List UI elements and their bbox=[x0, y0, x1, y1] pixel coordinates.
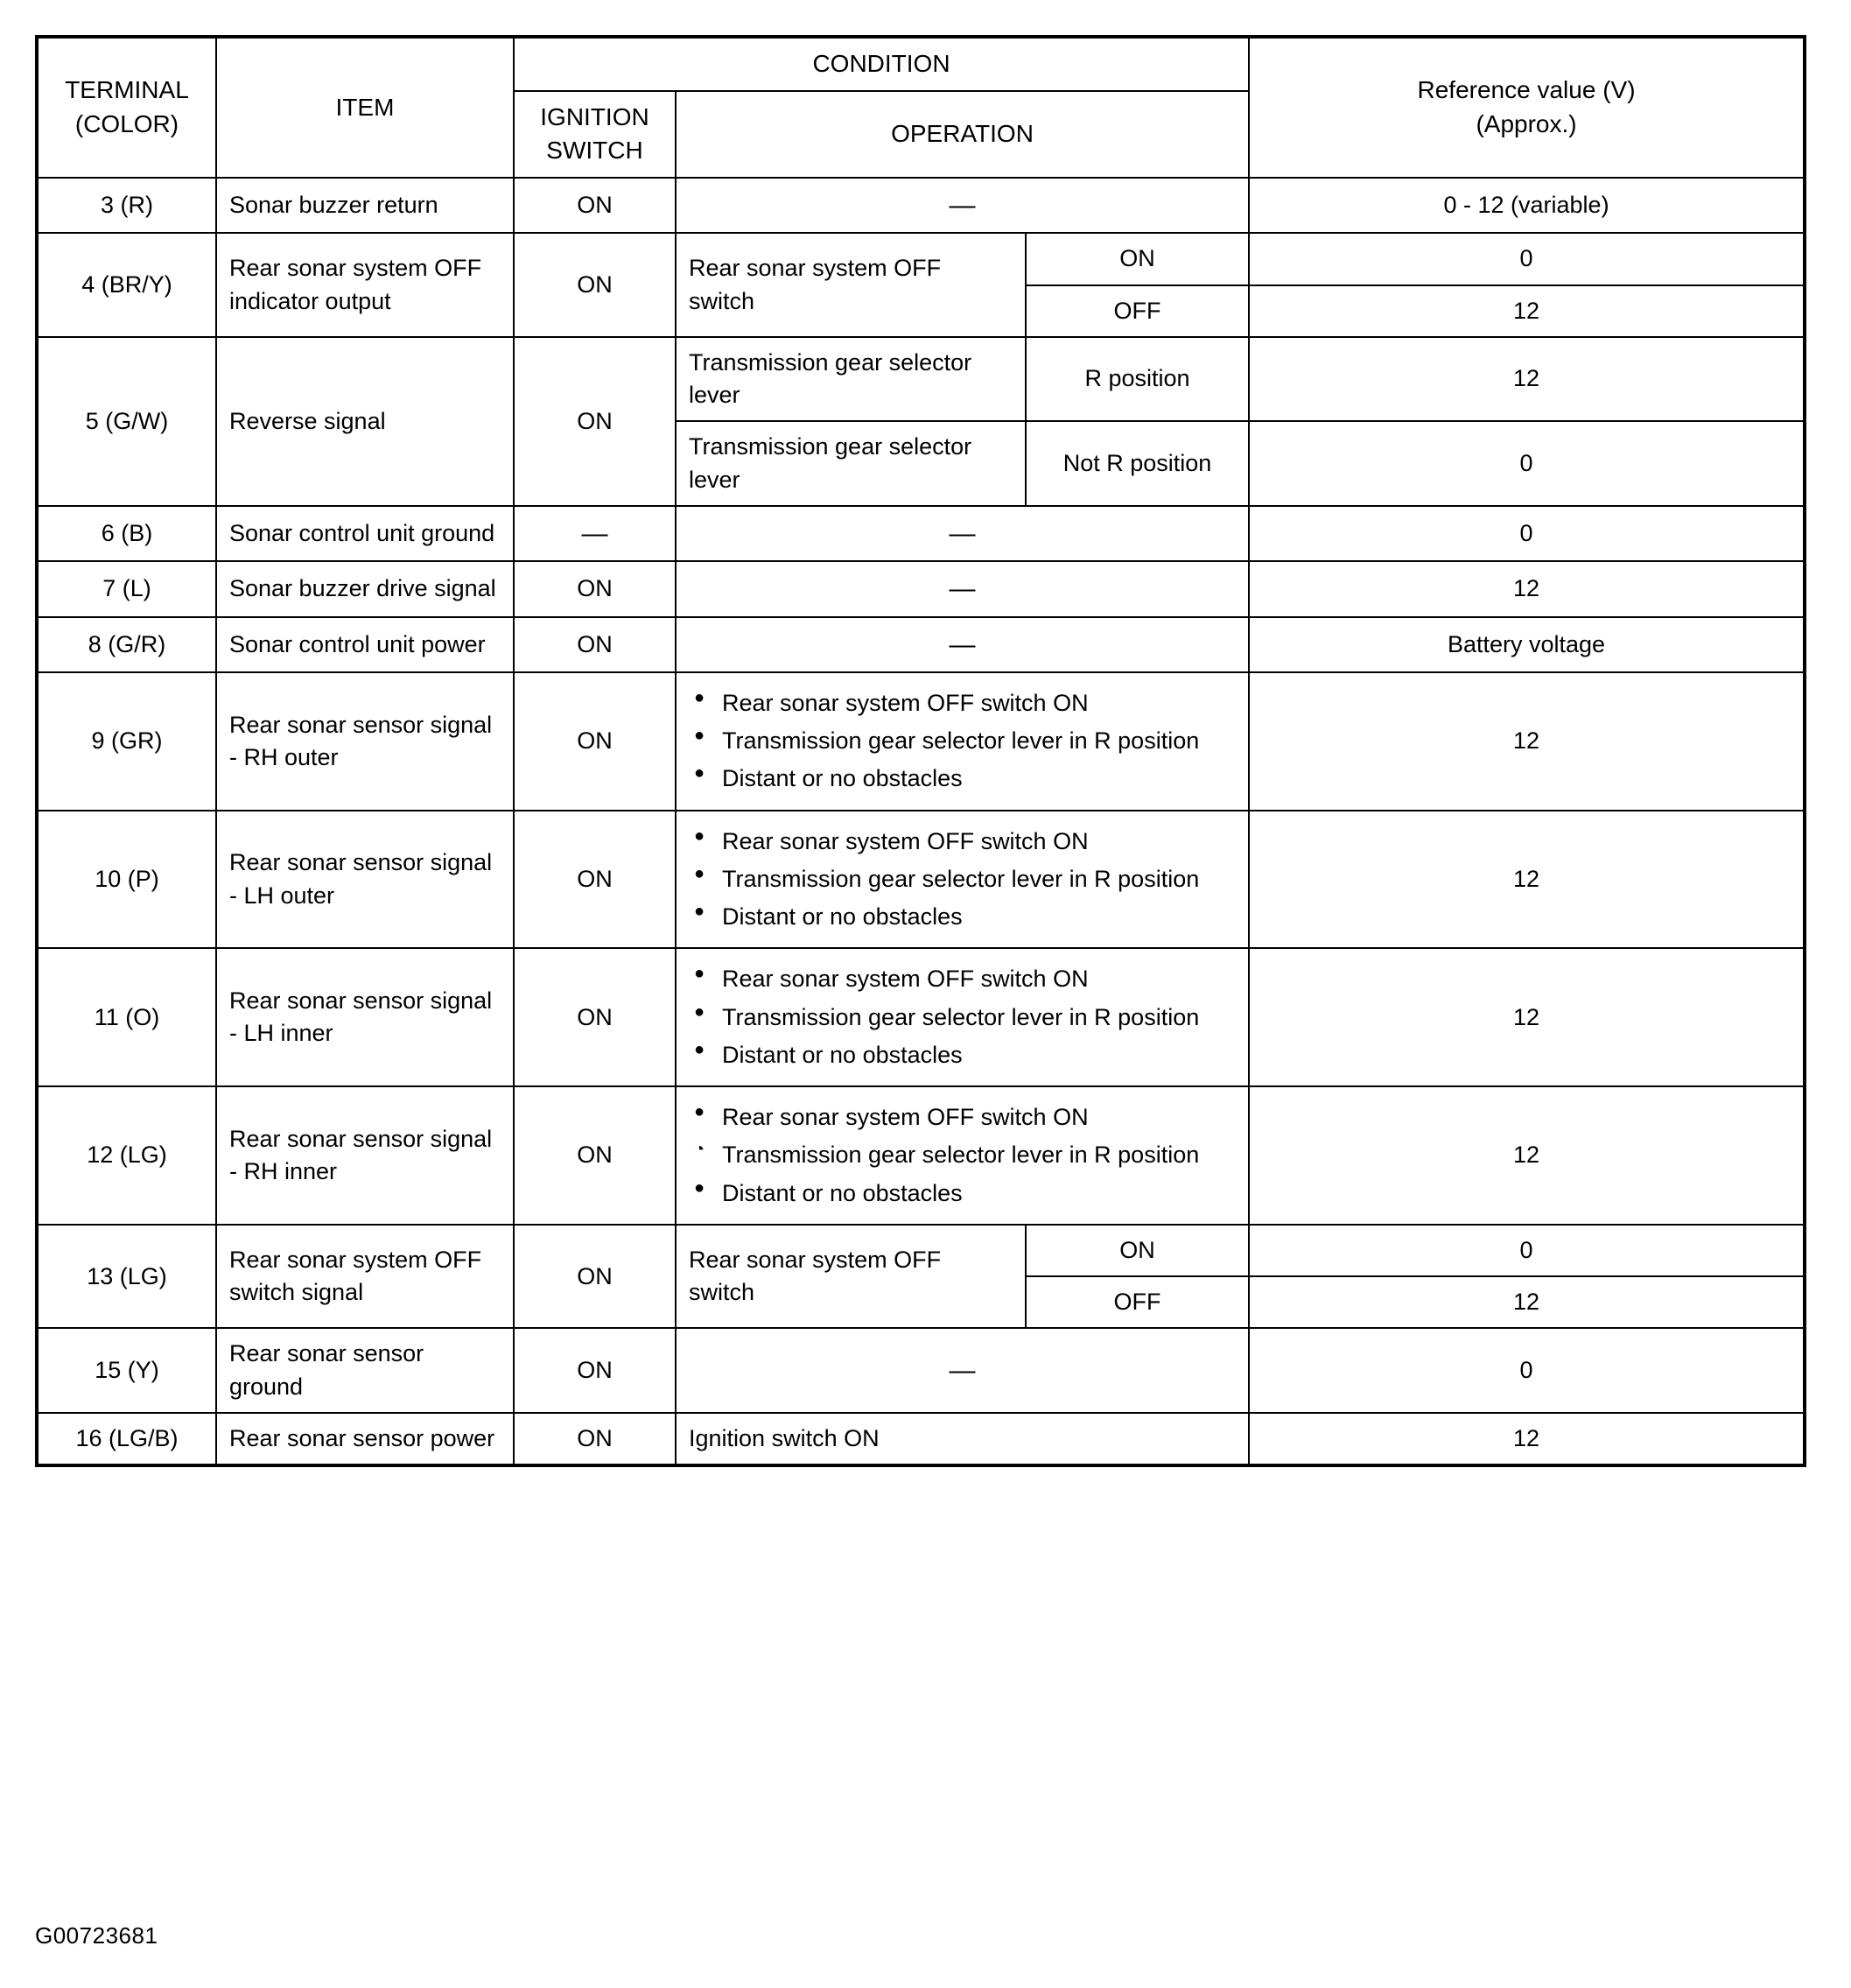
cell-item: Sonar buzzer drive signal bbox=[216, 561, 514, 616]
condition-bullet-list bbox=[689, 687, 1236, 796]
table-row bbox=[37, 1086, 1805, 1225]
cell-ignition: ON bbox=[514, 178, 676, 233]
table-row bbox=[37, 178, 1805, 233]
cell-operation bbox=[676, 1086, 1249, 1225]
table-row bbox=[37, 811, 1805, 949]
cell-terminal: 15 (Y) bbox=[37, 1328, 216, 1413]
condition-bullet-list bbox=[689, 825, 1236, 934]
cell-ignition: ON bbox=[514, 811, 676, 949]
cell-operation: Rear sonar system OFF switch bbox=[676, 1225, 1026, 1329]
figure-code: G00723681 bbox=[35, 1922, 158, 1949]
cell-operation: — bbox=[676, 178, 1249, 233]
condition-bullet: ● Rear sonar system OFF switch ON bbox=[692, 825, 1236, 858]
table-row bbox=[37, 506, 1805, 561]
table-row bbox=[37, 948, 1805, 1086]
cell-ignition: ON bbox=[514, 1225, 676, 1329]
cell-ignition: ON bbox=[514, 617, 676, 672]
cell-reference: Battery voltage bbox=[1249, 617, 1805, 672]
table-row bbox=[37, 1413, 1805, 1465]
condition-bullet: ● Transmission gear selector lever in R position bbox=[692, 1001, 1236, 1034]
table-row bbox=[37, 233, 1805, 285]
cell-terminal: 4 (BR/Y) bbox=[37, 233, 216, 337]
cell-operation: Ignition switch ON bbox=[676, 1413, 1249, 1465]
cell-operation: Transmission gear selector lever bbox=[676, 337, 1026, 422]
cell-terminal: 13 (LG) bbox=[37, 1225, 216, 1329]
table-row bbox=[37, 337, 1805, 422]
condition-bullet: ● Transmission gear selector lever in R position bbox=[692, 725, 1236, 757]
cell-item: Rear sonar sensor signal - RH outer bbox=[216, 672, 514, 811]
cell-operation bbox=[676, 811, 1249, 949]
cell-terminal: 6 (B) bbox=[37, 506, 216, 561]
header-terminal-line2: (COLOR) bbox=[74, 109, 179, 137]
terminal-reference-table bbox=[35, 35, 1806, 1467]
cell-terminal: 11 (O) bbox=[37, 948, 216, 1086]
table-row bbox=[37, 1328, 1805, 1413]
cell-operation-state: OFF bbox=[1026, 285, 1249, 337]
cell-terminal: 3 (R) bbox=[37, 178, 216, 233]
cell-ignition: ON bbox=[514, 561, 676, 616]
condition-bullet: ● Transmission gear selector lever in R position bbox=[692, 863, 1236, 896]
header-reference-line2: (Approx.) bbox=[1476, 109, 1577, 137]
condition-bullet-list bbox=[689, 1101, 1236, 1210]
cell-terminal: 9 (GR) bbox=[37, 672, 216, 811]
cell-reference: 12 bbox=[1249, 811, 1805, 949]
cell-operation: — bbox=[676, 506, 1249, 561]
table-row bbox=[37, 672, 1805, 811]
cell-reference: 12 bbox=[1249, 1086, 1805, 1225]
table-row bbox=[37, 561, 1805, 616]
header-terminal bbox=[37, 37, 216, 178]
condition-bullet: ● Distant or no obstacles bbox=[692, 901, 1236, 933]
cell-terminal: 10 (P) bbox=[37, 811, 216, 949]
condition-bullet: ● Distant or no obstacles bbox=[692, 1177, 1236, 1210]
cell-operation: — bbox=[676, 1328, 1249, 1413]
cell-ignition: ON bbox=[514, 948, 676, 1086]
condition-bullet: ◔ Transmission gear selector lever in R position bbox=[692, 1139, 1236, 1171]
condition-bullet: ● Rear sonar system OFF switch ON bbox=[692, 687, 1236, 720]
cell-item: Rear sonar system OFF switch signal bbox=[216, 1225, 514, 1329]
condition-bullet-list bbox=[689, 963, 1236, 1071]
cell-reference: 12 bbox=[1249, 561, 1805, 616]
cell-reference: 12 bbox=[1249, 285, 1805, 337]
condition-bullet: ● Distant or no obstacles bbox=[692, 762, 1236, 795]
cell-reference: 0 bbox=[1249, 421, 1805, 506]
cell-reference: 0 bbox=[1249, 506, 1805, 561]
cell-reference: 0 - 12 (variable) bbox=[1249, 178, 1805, 233]
cell-reference: 12 bbox=[1249, 948, 1805, 1086]
cell-reference: 12 bbox=[1249, 1413, 1805, 1465]
cell-item: Reverse signal bbox=[216, 337, 514, 506]
cell-operation bbox=[676, 672, 1249, 811]
header-reference-line1: Reference value (V) bbox=[1417, 76, 1636, 104]
condition-bullet: ● Distant or no obstacles bbox=[692, 1039, 1236, 1071]
cell-operation: Rear sonar system OFF switch bbox=[676, 233, 1026, 337]
header-ignition-line2: SWITCH bbox=[546, 137, 643, 165]
condition-bullet: ● Rear sonar system OFF switch ON bbox=[692, 963, 1236, 995]
cell-item: Rear sonar sensor signal - LH outer bbox=[216, 811, 514, 949]
cell-operation-state: OFF bbox=[1026, 1276, 1249, 1328]
cell-item: Rear sonar sensor signal - RH inner bbox=[216, 1086, 514, 1225]
cell-reference: 0 bbox=[1249, 233, 1805, 285]
cell-terminal: 12 (LG) bbox=[37, 1086, 216, 1225]
cell-terminal: 7 (L) bbox=[37, 561, 216, 616]
cell-terminal: 16 (LG/B) bbox=[37, 1413, 216, 1465]
cell-terminal: 8 (G/R) bbox=[37, 617, 216, 672]
cell-ignition: — bbox=[514, 506, 676, 561]
cell-operation bbox=[676, 948, 1249, 1086]
cell-ignition: ON bbox=[514, 1413, 676, 1465]
cell-reference: 0 bbox=[1249, 1328, 1805, 1413]
spec-table-sheet bbox=[35, 35, 1816, 1467]
cell-item: Sonar control unit power bbox=[216, 617, 514, 672]
cell-ignition: ON bbox=[514, 337, 676, 506]
cell-reference: 0 bbox=[1249, 1225, 1805, 1276]
condition-bullet: ● Rear sonar system OFF switch ON bbox=[692, 1101, 1236, 1134]
table-row bbox=[37, 1225, 1805, 1276]
cell-ignition: ON bbox=[514, 1328, 676, 1413]
header-operation: OPERATION bbox=[676, 91, 1249, 178]
cell-operation-state: ON bbox=[1026, 233, 1249, 285]
cell-item: Sonar control unit ground bbox=[216, 506, 514, 561]
header-terminal-line1: TERMINAL bbox=[65, 76, 189, 104]
cell-terminal: 5 (G/W) bbox=[37, 337, 216, 506]
cell-reference: 12 bbox=[1249, 337, 1805, 422]
cell-reference: 12 bbox=[1249, 672, 1805, 811]
cell-operation-state: ON bbox=[1026, 1225, 1249, 1276]
cell-item: Sonar buzzer return bbox=[216, 178, 514, 233]
cell-item: Rear sonar sensor signal - LH inner bbox=[216, 948, 514, 1086]
header-reference-value bbox=[1249, 37, 1805, 178]
table-header-row-1 bbox=[37, 37, 1805, 91]
cell-item: Rear sonar system OFF indicator output bbox=[216, 233, 514, 337]
cell-ignition: ON bbox=[514, 672, 676, 811]
cell-operation-state: R position bbox=[1026, 337, 1249, 422]
cell-operation: — bbox=[676, 617, 1249, 672]
cell-ignition: ON bbox=[514, 1086, 676, 1225]
cell-operation-state: Not R position bbox=[1026, 421, 1249, 506]
header-ignition-line1: IGNITION bbox=[540, 102, 649, 130]
header-item: ITEM bbox=[216, 37, 514, 178]
header-ignition-switch bbox=[514, 91, 676, 178]
cell-operation: Transmission gear selector lever bbox=[676, 421, 1026, 506]
table-row bbox=[37, 617, 1805, 672]
cell-item: Rear sonar sensor ground bbox=[216, 1328, 514, 1413]
cell-item: Rear sonar sensor power bbox=[216, 1413, 514, 1465]
cell-operation: — bbox=[676, 561, 1249, 616]
cell-ignition: ON bbox=[514, 233, 676, 337]
cell-reference: 12 bbox=[1249, 1276, 1805, 1328]
header-condition: CONDITION bbox=[514, 37, 1249, 91]
